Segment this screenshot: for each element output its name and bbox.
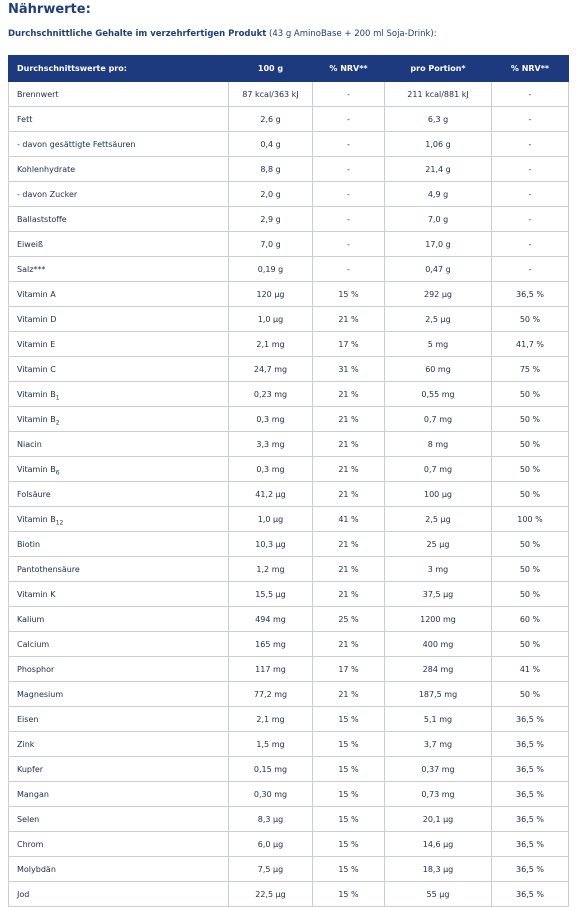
value-per-portion: 0,55 mg: [385, 382, 492, 407]
value-per-100g: 0,19 g: [229, 257, 313, 282]
value-per-100g: 1,0 µg: [229, 307, 313, 332]
table-row: [9, 232, 569, 257]
header-nrv-100g: % NRV**: [313, 56, 385, 82]
nrv-per-100g: 15 %: [313, 832, 385, 857]
value-per-100g: 1,0 µg: [229, 507, 313, 532]
value-per-100g: 3,3 mg: [229, 432, 313, 457]
value-per-100g: 0,4 g: [229, 132, 313, 157]
nrv-per-100g: 15 %: [313, 882, 385, 907]
nrv-per-100g: 15 %: [313, 857, 385, 882]
value-per-portion: 55 µg: [385, 882, 492, 907]
nutrient-name: - davon gesättigte Fettsäuren: [17, 139, 136, 149]
nrv-per-portion: -: [492, 207, 569, 232]
nrv-per-portion: 50 %: [492, 482, 569, 507]
nrv-per-100g: 21 %: [313, 407, 385, 432]
nrv-per-100g: -: [313, 82, 385, 107]
nutrient-name: Kohlenhydrate: [17, 164, 76, 174]
nutrient-name-cell: [9, 757, 229, 782]
value-per-100g: 2,9 g: [229, 207, 313, 232]
value-per-100g: 2,1 mg: [229, 707, 313, 732]
value-per-100g: 7,0 g: [229, 232, 313, 257]
table-row: [9, 632, 569, 657]
nrv-per-100g: 15 %: [313, 707, 385, 732]
nutrient-name: Chrom: [17, 839, 44, 849]
value-per-100g: 7,5 µg: [229, 857, 313, 882]
nrv-per-portion: -: [492, 257, 569, 282]
nrv-per-100g: 41 %: [313, 507, 385, 532]
value-per-100g: 117 mg: [229, 657, 313, 682]
nrv-per-100g: 15 %: [313, 807, 385, 832]
table-row: [9, 882, 569, 907]
nutrient-name-cell: [9, 707, 229, 732]
nrv-per-portion: 50 %: [492, 532, 569, 557]
nutrient-name-cell: [9, 507, 229, 532]
nutrient-name: Vitamin K: [17, 589, 56, 599]
value-per-portion: 8 mg: [385, 432, 492, 457]
nrv-per-portion: 50 %: [492, 557, 569, 582]
value-per-portion: 37,5 µg: [385, 582, 492, 607]
page-title: Nährwerte:: [8, 2, 91, 17]
table-row: [9, 457, 569, 482]
value-per-portion: 292 µg: [385, 282, 492, 307]
value-per-portion: 60 mg: [385, 357, 492, 382]
value-per-100g: 87 kcal/363 kJ: [229, 82, 313, 107]
value-per-100g: 0,23 mg: [229, 382, 313, 407]
nutrient-name-cell: [9, 882, 229, 907]
header-nutrient: Durchschnittswerte pro:: [9, 56, 229, 82]
nutrient-name-cell: [9, 407, 229, 432]
value-per-portion: 187,5 mg: [385, 682, 492, 707]
value-per-portion: 7,0 g: [385, 207, 492, 232]
nutrition-table: [8, 55, 569, 907]
nutrient-subscript: 12: [55, 519, 64, 527]
nrv-per-100g: 17 %: [313, 657, 385, 682]
nrv-per-portion: 36,5 %: [492, 732, 569, 757]
nrv-per-portion: 100 %: [492, 507, 569, 532]
value-per-portion: 400 mg: [385, 632, 492, 657]
nutrient-name: Vitamin B: [17, 514, 56, 524]
nutrient-subscript: 1: [55, 394, 60, 402]
nutrient-name-cell: [9, 457, 229, 482]
nrv-per-portion: 36,5 %: [492, 282, 569, 307]
value-per-100g: 24,7 mg: [229, 357, 313, 382]
nrv-per-portion: 50 %: [492, 457, 569, 482]
nutrient-name: Pantothensäure: [17, 564, 80, 574]
table-row: [9, 307, 569, 332]
nrv-per-100g: -: [313, 182, 385, 207]
nrv-per-portion: 50 %: [492, 432, 569, 457]
nutrient-name: Ballaststoffe: [17, 214, 67, 224]
nrv-per-portion: 36,5 %: [492, 782, 569, 807]
value-per-portion: 3 mg: [385, 557, 492, 582]
nutrient-name-cell: [9, 132, 229, 157]
value-per-portion: 5,1 mg: [385, 707, 492, 732]
table-row: [9, 282, 569, 307]
value-per-portion: 0,7 mg: [385, 457, 492, 482]
nrv-per-100g: 21 %: [313, 382, 385, 407]
table-row: [9, 857, 569, 882]
nutrient-name-cell: [9, 307, 229, 332]
table-row: [9, 357, 569, 382]
nutrient-name-cell: [9, 832, 229, 857]
nutrient-name: Zink: [17, 739, 35, 749]
nutrient-name: Phosphor: [17, 664, 55, 674]
value-per-100g: 22,5 µg: [229, 882, 313, 907]
nrv-per-portion: 36,5 %: [492, 757, 569, 782]
nutrient-name: - davon Zucker: [17, 189, 78, 199]
table-row: [9, 207, 569, 232]
table-header-row: [9, 56, 569, 82]
value-per-portion: 284 mg: [385, 657, 492, 682]
value-per-100g: 1,5 mg: [229, 732, 313, 757]
subtitle-rest: (43 g AminoBase + 200 ml Soja-Drink):: [266, 29, 437, 39]
subtitle-bold: Durchschnittliche Gehalte im verzehrfertigen Produkt: [8, 29, 267, 39]
nrv-per-100g: -: [313, 257, 385, 282]
nutrient-name: Eisen: [17, 714, 39, 724]
nutrient-name: Kalium: [17, 614, 45, 624]
nrv-per-portion: -: [492, 82, 569, 107]
value-per-portion: 1200 mg: [385, 607, 492, 632]
nrv-per-100g: -: [313, 107, 385, 132]
header-per-100g: 100 g: [229, 56, 313, 82]
nutrient-name: Magnesium: [17, 689, 64, 699]
header-nrv-portion: % NRV**: [492, 56, 569, 82]
table-row: [9, 257, 569, 282]
nutrient-name: Mangan: [17, 789, 49, 799]
nutrient-name: Vitamin D: [17, 314, 57, 324]
table-row: [9, 82, 569, 107]
nrv-per-100g: 21 %: [313, 532, 385, 557]
value-per-100g: 165 mg: [229, 632, 313, 657]
nutrient-name-cell: [9, 282, 229, 307]
table-row: [9, 407, 569, 432]
value-per-portion: 3,7 mg: [385, 732, 492, 757]
nrv-per-100g: -: [313, 207, 385, 232]
value-per-100g: 1,2 mg: [229, 557, 313, 582]
table-row: [9, 157, 569, 182]
nrv-per-100g: 31 %: [313, 357, 385, 382]
nutrient-subscript: 6: [55, 469, 60, 477]
value-per-100g: 10,3 µg: [229, 532, 313, 557]
value-per-100g: 8,3 µg: [229, 807, 313, 832]
nutrient-name-cell: [9, 382, 229, 407]
nrv-per-portion: 36,5 %: [492, 882, 569, 907]
table-row: [9, 107, 569, 132]
nutrient-name: Vitamin B: [17, 464, 56, 474]
value-per-100g: 0,3 mg: [229, 407, 313, 432]
nutrient-name-cell: [9, 232, 229, 257]
nrv-per-portion: 36,5 %: [492, 832, 569, 857]
nutrient-name: Kupfer: [17, 764, 44, 774]
value-per-portion: 0,73 mg: [385, 782, 492, 807]
value-per-portion: 4,9 g: [385, 182, 492, 207]
table-subtitle: [8, 29, 437, 39]
nrv-per-100g: -: [313, 232, 385, 257]
nutrient-name-cell: [9, 157, 229, 182]
value-per-portion: 21,4 g: [385, 157, 492, 182]
nutrient-name: Folsäure: [17, 489, 51, 499]
value-per-portion: 211 kcal/881 kJ: [385, 82, 492, 107]
table-row: [9, 432, 569, 457]
table-row: [9, 132, 569, 157]
nutrient-name-cell: [9, 82, 229, 107]
nrv-per-portion: 50 %: [492, 682, 569, 707]
nrv-per-100g: 21 %: [313, 482, 385, 507]
nutrient-name: Selen: [17, 814, 40, 824]
nutrient-name: Vitamin A: [17, 289, 56, 299]
nutrient-name: Salz***: [17, 264, 46, 274]
nutrient-name: Jod: [17, 889, 30, 899]
table-row: [9, 582, 569, 607]
table-row: [9, 507, 569, 532]
nutrient-name: Calcium: [17, 639, 50, 649]
nutrient-name-cell: [9, 107, 229, 132]
nutrient-name-cell: [9, 782, 229, 807]
nutrient-name: Eiweiß: [17, 239, 44, 249]
nrv-per-100g: 21 %: [313, 307, 385, 332]
nutrient-name-cell: [9, 657, 229, 682]
nrv-per-portion: 50 %: [492, 582, 569, 607]
nutrient-subscript: 2: [55, 419, 60, 427]
value-per-portion: 2,5 µg: [385, 507, 492, 532]
nrv-per-portion: 50 %: [492, 382, 569, 407]
value-per-portion: 0,37 mg: [385, 757, 492, 782]
nutrient-name-cell: [9, 532, 229, 557]
nutrient-name-cell: [9, 582, 229, 607]
nrv-per-100g: -: [313, 157, 385, 182]
nutrient-name-cell: [9, 632, 229, 657]
nutrient-name-cell: [9, 482, 229, 507]
nutrient-name: Fett: [17, 114, 33, 124]
nutrient-name: Vitamin C: [17, 364, 56, 374]
nrv-per-100g: 21 %: [313, 582, 385, 607]
nutrient-name-cell: [9, 732, 229, 757]
value-per-portion: 14,6 µg: [385, 832, 492, 857]
value-per-100g: 0,3 mg: [229, 457, 313, 482]
table-row: [9, 757, 569, 782]
table-row: [9, 707, 569, 732]
nutrient-name-cell: [9, 682, 229, 707]
nutrient-name-cell: [9, 807, 229, 832]
nutrient-name: Molybdän: [17, 864, 56, 874]
table-row: [9, 732, 569, 757]
nrv-per-100g: 17 %: [313, 332, 385, 357]
nrv-per-portion: 36,5 %: [492, 707, 569, 732]
nrv-per-100g: 21 %: [313, 632, 385, 657]
value-per-100g: 0,15 mg: [229, 757, 313, 782]
nutrient-name: Brennwert: [17, 89, 59, 99]
value-per-portion: 100 µg: [385, 482, 492, 507]
nrv-per-portion: -: [492, 132, 569, 157]
header-per-portion: pro Portion*: [385, 56, 492, 82]
value-per-portion: 18,3 µg: [385, 857, 492, 882]
nrv-per-100g: 21 %: [313, 682, 385, 707]
nrv-per-100g: -: [313, 132, 385, 157]
table-row: [9, 182, 569, 207]
value-per-100g: 2,6 g: [229, 107, 313, 132]
nrv-per-100g: 21 %: [313, 557, 385, 582]
nutrient-name-cell: [9, 332, 229, 357]
value-per-portion: 6,3 g: [385, 107, 492, 132]
nrv-per-portion: 75 %: [492, 357, 569, 382]
nrv-per-100g: 21 %: [313, 432, 385, 457]
table-body: [9, 82, 569, 907]
value-per-portion: 2,5 µg: [385, 307, 492, 332]
value-per-portion: 17,0 g: [385, 232, 492, 257]
value-per-100g: 0,30 mg: [229, 782, 313, 807]
nutrient-name: Vitamin B: [17, 389, 56, 399]
nutrient-name-cell: [9, 432, 229, 457]
table-row: [9, 782, 569, 807]
nrv-per-portion: 41 %: [492, 657, 569, 682]
nutrient-name: Biotin: [17, 539, 41, 549]
value-per-portion: 5 mg: [385, 332, 492, 357]
nutrient-name: Vitamin E: [17, 339, 56, 349]
nutrient-name-cell: [9, 207, 229, 232]
nutrient-name-cell: [9, 182, 229, 207]
value-per-100g: 15,5 µg: [229, 582, 313, 607]
nrv-per-100g: 15 %: [313, 782, 385, 807]
value-per-100g: 41,2 µg: [229, 482, 313, 507]
value-per-100g: 77,2 mg: [229, 682, 313, 707]
value-per-100g: 2,1 mg: [229, 332, 313, 357]
nrv-per-portion: 50 %: [492, 307, 569, 332]
value-per-portion: 20,1 µg: [385, 807, 492, 832]
value-per-100g: 2,0 g: [229, 182, 313, 207]
nrv-per-portion: 36,5 %: [492, 807, 569, 832]
value-per-100g: 8,8 g: [229, 157, 313, 182]
nrv-per-portion: 41,7 %: [492, 332, 569, 357]
nutrient-name-cell: [9, 357, 229, 382]
value-per-portion: 25 µg: [385, 532, 492, 557]
nutrient-name: Niacin: [17, 439, 42, 449]
table-row: [9, 807, 569, 832]
nrv-per-100g: 15 %: [313, 757, 385, 782]
value-per-100g: 494 mg: [229, 607, 313, 632]
nrv-per-100g: 15 %: [313, 282, 385, 307]
nrv-per-portion: 60 %: [492, 607, 569, 632]
table-row: [9, 607, 569, 632]
table-row: [9, 382, 569, 407]
nutrient-name-cell: [9, 857, 229, 882]
table-row: [9, 557, 569, 582]
value-per-100g: 120 µg: [229, 282, 313, 307]
nrv-per-portion: -: [492, 157, 569, 182]
nrv-per-portion: -: [492, 182, 569, 207]
nrv-per-100g: 15 %: [313, 732, 385, 757]
nrv-per-portion: 36,5 %: [492, 857, 569, 882]
nutrient-name-cell: [9, 557, 229, 582]
nrv-per-100g: 25 %: [313, 607, 385, 632]
nrv-per-portion: -: [492, 232, 569, 257]
value-per-portion: 0,7 mg: [385, 407, 492, 432]
nrv-per-portion: 50 %: [492, 407, 569, 432]
table-row: [9, 332, 569, 357]
nrv-per-portion: 50 %: [492, 632, 569, 657]
nutrient-name-cell: [9, 607, 229, 632]
nutrient-name-cell: [9, 257, 229, 282]
value-per-portion: 1,06 g: [385, 132, 492, 157]
table-row: [9, 682, 569, 707]
nrv-per-portion: -: [492, 107, 569, 132]
nrv-per-100g: 21 %: [313, 457, 385, 482]
value-per-portion: 0,47 g: [385, 257, 492, 282]
nutrient-name: Vitamin B: [17, 414, 56, 424]
table-row: [9, 532, 569, 557]
table-row: [9, 832, 569, 857]
table-row: [9, 657, 569, 682]
table-row: [9, 482, 569, 507]
value-per-100g: 6,0 µg: [229, 832, 313, 857]
